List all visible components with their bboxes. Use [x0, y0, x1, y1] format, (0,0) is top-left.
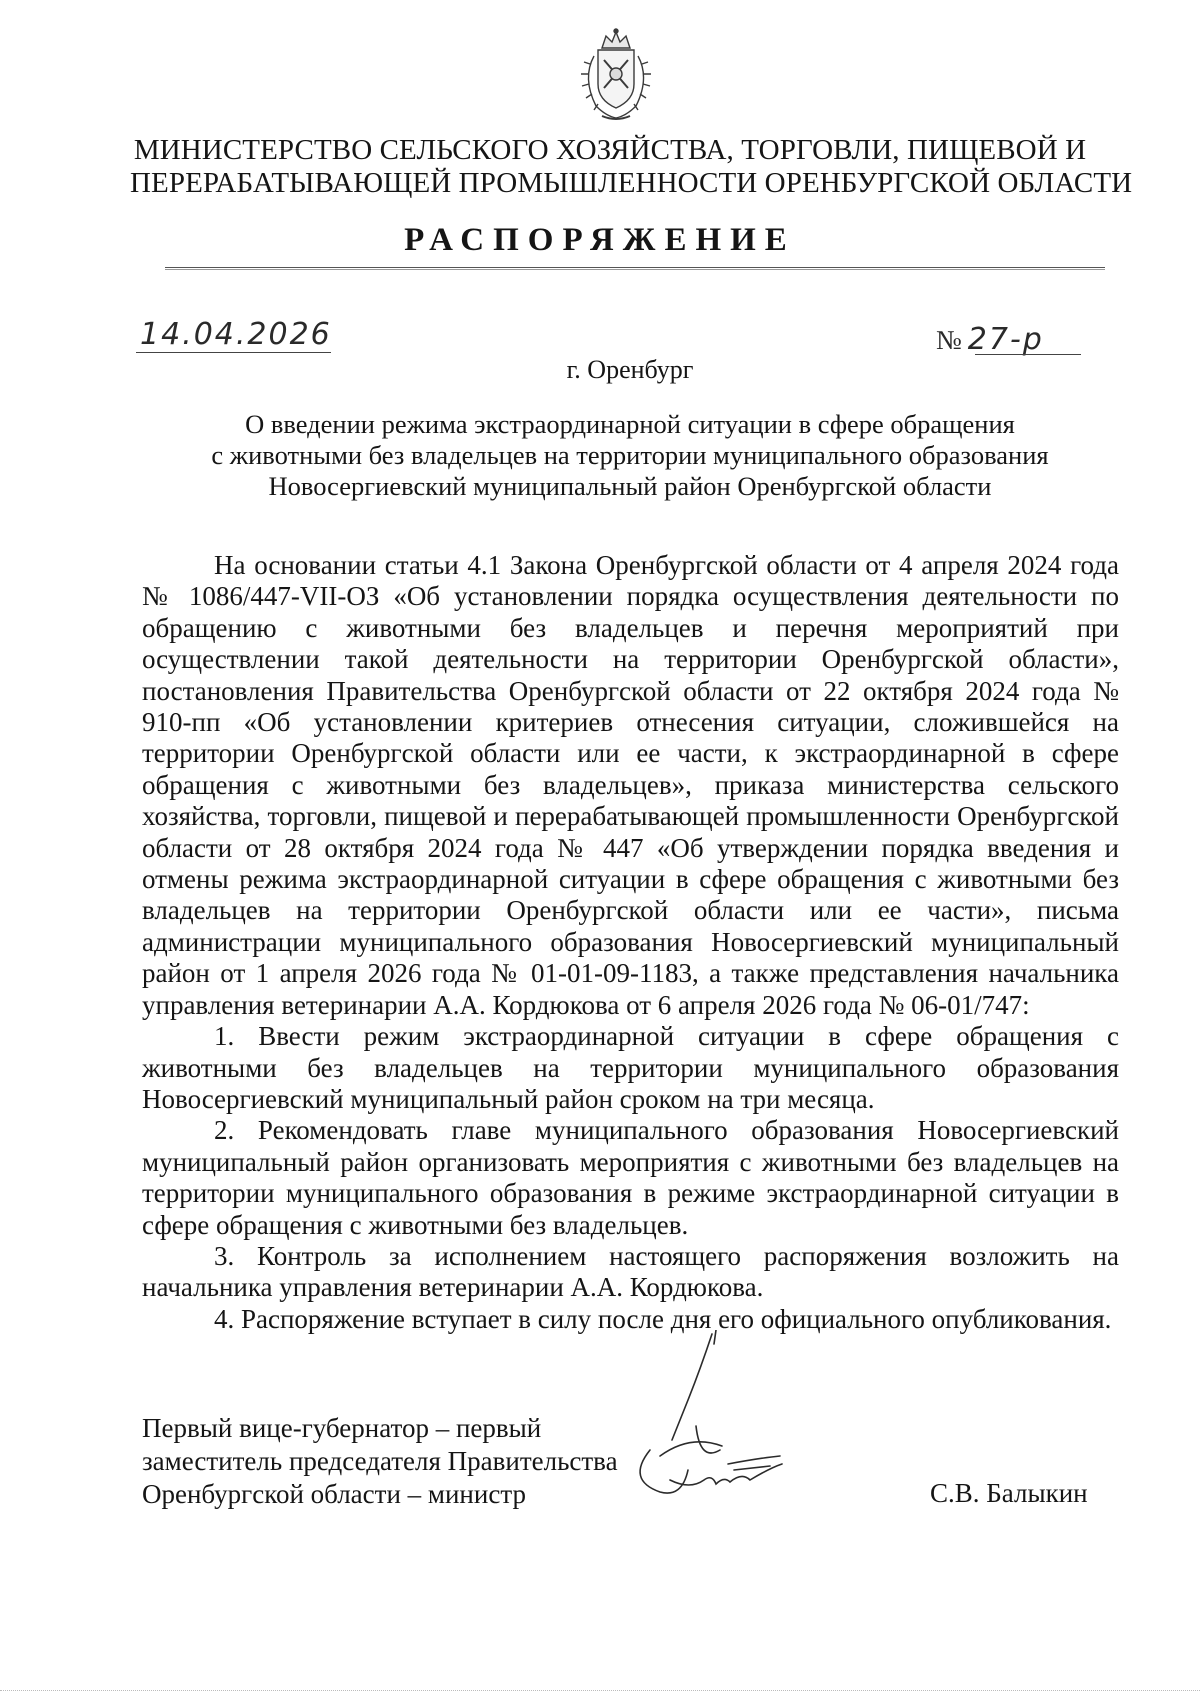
ministry-name-line-1: МИНИСТЕРСТВО СЕЛЬСКОГО ХОЗЯЙСТВА, ТОРГОВЛИ, ПИЩЕВОЙ И	[133, 134, 1087, 166]
document-number	[936, 322, 1044, 357]
city-name: г. Оренбург	[566, 355, 694, 384]
document-subject	[120, 409, 1140, 502]
subject-line-3: Новосергиевский муниципальный район Оренбургской области	[268, 471, 992, 501]
coat-of-arms-icon	[572, 28, 660, 124]
signatory-title-line-1: Первый вице-губернатор – первый	[142, 1413, 542, 1443]
date-underline	[136, 352, 331, 353]
preamble-paragraph: На основании статьи 4.1 Закона Оренбургской области от 4 апреля 2024 года № 1086/447-VII-ОЗ «Об установлении порядка осуществления деятельности по обращению с животными без владельцев и перечня мероприятий при осуществлении такой деятельности на территории Оренбургской области», постановления Правительства Оренбургской области от 22 октября 2024 года № 910-пп «Об установлении критериев отнесения ситуации, сложившейся на территории Оренбургской области или ее части, к экстраординарной в сфере обращения с животными без владельцев», приказа министерства сельского хозяйства, торговли, пищевой и перерабатывающей промышленности Оренбургской области от 28 октября 2024 года № 447 «Об утверждении порядка введения и отмены режима экстраординарной ситуации в сфере обращения с животными без владельцев на территории Оренбургской области или ее части», письма администрации муниципального образования Новосергиевский муниципальный район от 1 апреля 2026 года № 01-01-09-1183, а также представления начальника управления ветеринарии А.А. Кордюкова от 6 апреля 2026 года № 06-01/747:	[142, 550, 1119, 1020]
subject-line-2: с животными без владельцев на территории муниципального образования	[211, 440, 1049, 470]
subject-line-1: О введении режима экстраординарной ситуации в сфере обращения	[245, 409, 1015, 439]
signatory-title-line-2: заместитель председателя Правительства	[142, 1446, 618, 1476]
order-item-2: 2. Рекомендовать главе муниципального образования Новосергиевский муниципальный район организовать мероприятия с животными без владельцев на территории муниципального образования в режиме экстраординарной ситуации в сфере обращения с животными без владельцев.	[142, 1115, 1119, 1240]
order-item-1: 1. Ввести режим экстраординарной ситуации в сфере обращения с животными без владельцев на территории муниципального образования Новосергиевский муниципальный район сроком на три месяца.	[142, 1021, 1119, 1114]
document-body	[142, 550, 1119, 1335]
title-divider	[165, 267, 1105, 270]
coat-of-arms-emblem	[572, 28, 660, 124]
document-type-title: РАСПОРЯЖЕНИЕ	[404, 222, 796, 258]
signature-icon	[630, 1330, 850, 1530]
page-bottom-edge	[0, 1690, 1200, 1691]
order-item-4: 4. Распоряжение вступает в силу после дня его официального опубликования.	[214, 1303, 1112, 1334]
document-date: 14.04.2026	[140, 317, 332, 352]
signatory-title	[142, 1412, 618, 1511]
order-item-3: 3. Контроль за исполнением настоящего распоряжения возложить на начальника управления ветеринарии А.А. Кордюкова.	[142, 1240, 1119, 1303]
ministry-name-line-2: ПЕРЕРАБАТЫВАЮЩЕЙ ПРОМЫШЛЕННОСТИ ОРЕНБУРГСКОЙ ОБЛАСТИ	[130, 167, 1133, 199]
number-value: 27-р	[967, 322, 1044, 357]
number-sign: №	[936, 325, 962, 355]
signatory-name: С.В. Балыкин	[930, 1478, 1088, 1508]
ministry-name	[130, 134, 1133, 200]
handwritten-signature	[630, 1330, 850, 1530]
signatory-title-line-3: Оренбургской области – министр	[142, 1479, 526, 1509]
